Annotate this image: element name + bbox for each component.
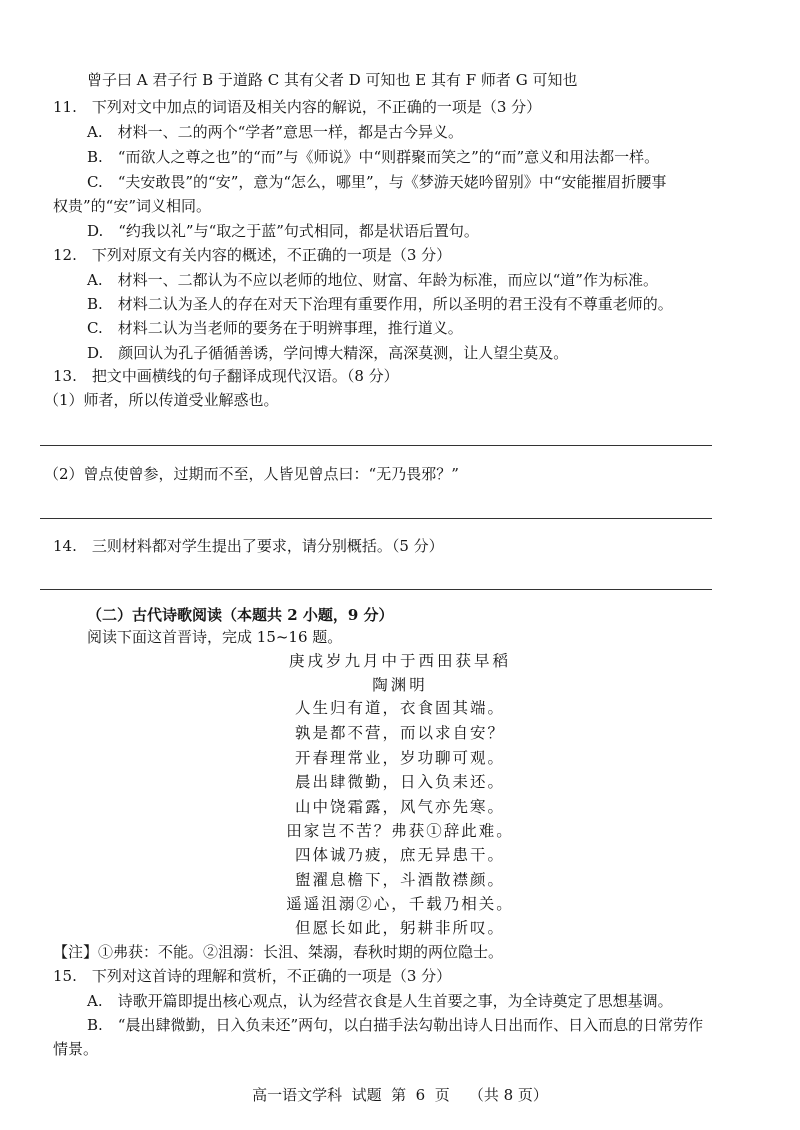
q13-sentence-2: （2）曾点使曾参，过期而不至，人皆见曾点曰：“无乃畏邪？” [44, 465, 459, 483]
q13-sentence-1: （1）师者，所以传道受业解惑也。 [44, 391, 279, 409]
poem-line: 晨出肆微勤，日入负耒还。 [294, 773, 505, 791]
section-heading-poetry: （二）古代诗歌阅读（本题共 2 小题，9 分） [87, 606, 394, 624]
poem-author: 陶渊明 [372, 676, 428, 694]
poem-line: 山中饶霜露，风气亦先寒。 [294, 798, 505, 816]
q15-option-b: B. “晨出肆微勤，日入负耒还”两句，以白描手法勾勒出诗人日出而作、日入而息的日常劳作 [87, 1016, 704, 1034]
q12-option-d: D. 颜回认为孔子循循善诱，学问博大精深，高深莫测，让人望尘莫及。 [87, 344, 569, 362]
poem-line: 人生归有道，衣食固其端。 [294, 699, 505, 717]
poem-line: 遥遥沮溺②心，千载乃相关。 [286, 895, 514, 913]
question-14-stem: 14. 三则材料都对学生提出了要求，请分别概括。（5 分） [53, 537, 444, 555]
q11-option-b: B. “而欲人之尊之也”的“而”与《师说》中“则群聚而笑之”的“而”意义和用法都一样。 [87, 148, 660, 166]
q11-option-c-cont: 权贵”的“安”词义相同。 [53, 197, 212, 215]
q12-option-a: A. 材料一、二都认为不应以老师的地位、财富、年龄为标准，而应以“道”作为标准。 [87, 271, 658, 289]
poem-line: 盥濯息檐下，斗酒散襟颜。 [294, 871, 505, 889]
sentence-break-options: 曾子曰 A 君子行 B 于道路 C 其有父者 D 可知也 E 其有 F 师者 G 可知也 [87, 71, 578, 89]
poem-line: 但愿长如此，躬耕非所叹。 [294, 919, 505, 937]
poem-title: 庚戌岁九月中于西田获早稻 [288, 652, 511, 670]
poem-line: 开春理常业，岁功聊可观。 [294, 749, 505, 767]
q12-option-c: C. 材料二认为当老师的要务在于明辨事理，推行道义。 [87, 319, 463, 337]
q15-option-a: A. 诗歌开篇即提出核心观点，认为经营衣食是人生首要之事，为全诗奠定了思想基调。 [87, 992, 673, 1010]
question-12-stem: 12. 下列对原文有关内容的概述，不正确的一项是（3 分） [53, 246, 452, 264]
q15-option-b-cont: 情景。 [53, 1040, 99, 1058]
poetry-instruction: 阅读下面这首晋诗，完成 15~16 题。 [87, 628, 343, 646]
poem-line: 四体诚乃疲，庶无异患干。 [294, 846, 505, 864]
q11-option-d: D. “约我以礼”与“取之于蓝”句式相同，都是状语后置句。 [87, 222, 479, 240]
q11-option-a: A. 材料一、二的两个“学者”意思一样，都是古今异义。 [87, 123, 463, 141]
poem-annotation: 【注】①弗获：不能。②沮溺：长沮、桀溺，春秋时期的两位隐士。 [53, 943, 504, 961]
q12-option-b: B. 材料二认为圣人的存在对天下治理有重要作用，所以圣明的君王没有不尊重老师的。 [87, 295, 673, 313]
answer-line-1[interactable] [40, 445, 712, 446]
page-footer: 高一语文学科 试题 第 6 页 （共 8 页） [252, 1086, 548, 1104]
answer-line-2[interactable] [40, 518, 712, 519]
answer-line-3[interactable] [40, 589, 712, 590]
poem-line: 孰是都不营，而以求自安？ [294, 724, 505, 742]
question-15-stem: 15. 下列对这首诗的理解和赏析，不正确的一项是（3 分） [53, 967, 452, 985]
q11-option-c: C. “夫安敢畏”的“安”，意为“怎么，哪里”，与《梦游天姥吟留别》中“安能摧眉折腰事 [87, 173, 667, 191]
question-13-stem: 13. 把文中画横线的句子翻译成现代汉语。（8 分） [53, 367, 399, 385]
question-11-stem: 11. 下列对文中加点的词语及相关内容的解说，不正确的一项是（3 分） [53, 98, 542, 116]
poem-line: 田家岂不苦？弗获①辞此难。 [286, 822, 514, 840]
